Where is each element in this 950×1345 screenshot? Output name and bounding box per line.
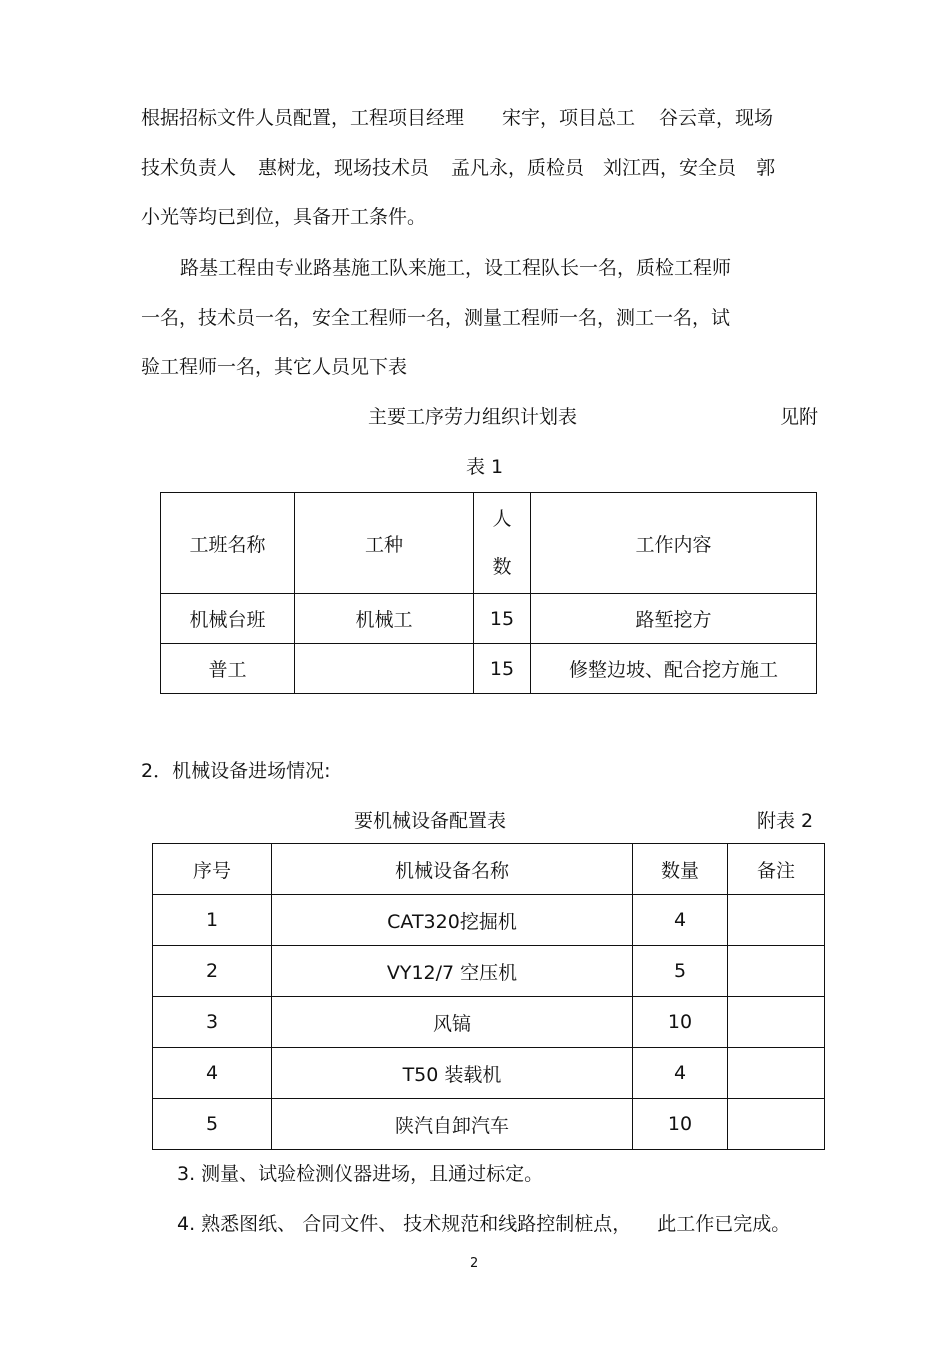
page-number: 2 [470,1256,479,1271]
table-row [161,594,817,644]
header-cell: 工班名称 [161,493,295,594]
table-cell: 1 [153,895,272,946]
table-cell: T50 装载机 [272,1048,633,1099]
paragraph2-line1: 路基工程由专业路基施工队来施工，设工程队长一名，质检工程师 [180,257,732,279]
table-cell: 5 [633,946,728,997]
table-cell [728,997,825,1048]
table-cell: 陕汽自卸汽车 [272,1099,633,1150]
table-cell: 10 [633,997,728,1048]
list-item-4: 4. 熟悉图纸、 合同文件、 技术规范和线路控制桩点， 此工作已完成。 [177,1213,791,1235]
table-cell [728,1048,825,1099]
table-cell: 机械台班 [161,594,295,644]
header-cell: 工作内容 [531,493,817,594]
paragraph2-line3: 验工程师一名，其它人员见下表 [141,356,408,378]
header-cell: 数量 [633,844,728,895]
table-cell: 路堑挖方 [531,594,817,644]
table-cell: 修整边坡、配合挖方施工 [531,644,817,694]
table1-label: 表 1 [466,456,504,478]
table-cell: 2 [153,946,272,997]
paragraph1-line1: 根据招标文件人员配置，工程项目经理 宋宇，项目总工 谷云章，现场 [141,107,774,129]
table-cell: 普工 [161,644,295,694]
table-cell: 15 [474,594,531,644]
table2-caption: 要机械设备配置表 [354,810,507,832]
table-cell [728,895,825,946]
table1-ref: 见附 [780,406,819,428]
table-cell: 15 [474,644,531,694]
table-row [153,895,825,946]
table-cell [728,1099,825,1150]
header-cell: 机械设备名称 [272,844,633,895]
table-row [153,1099,825,1150]
table2-ref: 附表 2 [757,810,814,832]
paragraph1-line3: 小光等均已到位，具备开工条件。 [141,206,427,228]
table-cell: 风镐 [272,997,633,1048]
table-row [153,1048,825,1099]
table-cell: 10 [633,1099,728,1150]
table-header-row [153,844,825,895]
section-heading: 2．机械设备进场情况: [141,760,331,782]
table-cell: 5 [153,1099,272,1150]
header-cell: 序号 [153,844,272,895]
list-item-3: 3. 测量、试验检测仪器进场，且通过标定。 [177,1163,544,1185]
table-cell: 4 [153,1048,272,1099]
table-cell: 4 [633,895,728,946]
paragraph2-line2: 一名，技术员一名，安全工程师一名，测量工程师一名，测工一名，试 [141,307,731,329]
table1-caption: 主要工序劳力组织计划表 [368,406,578,428]
labor-plan-table [160,492,817,694]
table-cell: VY12/7 空压机 [272,946,633,997]
table-cell: 机械工 [295,594,474,644]
header-cell: 备注 [728,844,825,895]
table-header-row [161,493,817,594]
table-cell [295,644,474,694]
table-cell: CAT320挖掘机 [272,895,633,946]
header-cell: 人 数 [474,493,531,594]
table-cell: 4 [633,1048,728,1099]
equipment-table [152,843,825,1150]
table-cell: 3 [153,997,272,1048]
table-row [153,946,825,997]
table-row [161,644,817,694]
header-cell: 工种 [295,493,474,594]
paragraph1-line2: 技术负责人 惠树龙，现场技术员 孟凡永，质检员 刘江西，安全员 郭 [141,157,776,179]
table-row [153,997,825,1048]
table-cell [728,946,825,997]
